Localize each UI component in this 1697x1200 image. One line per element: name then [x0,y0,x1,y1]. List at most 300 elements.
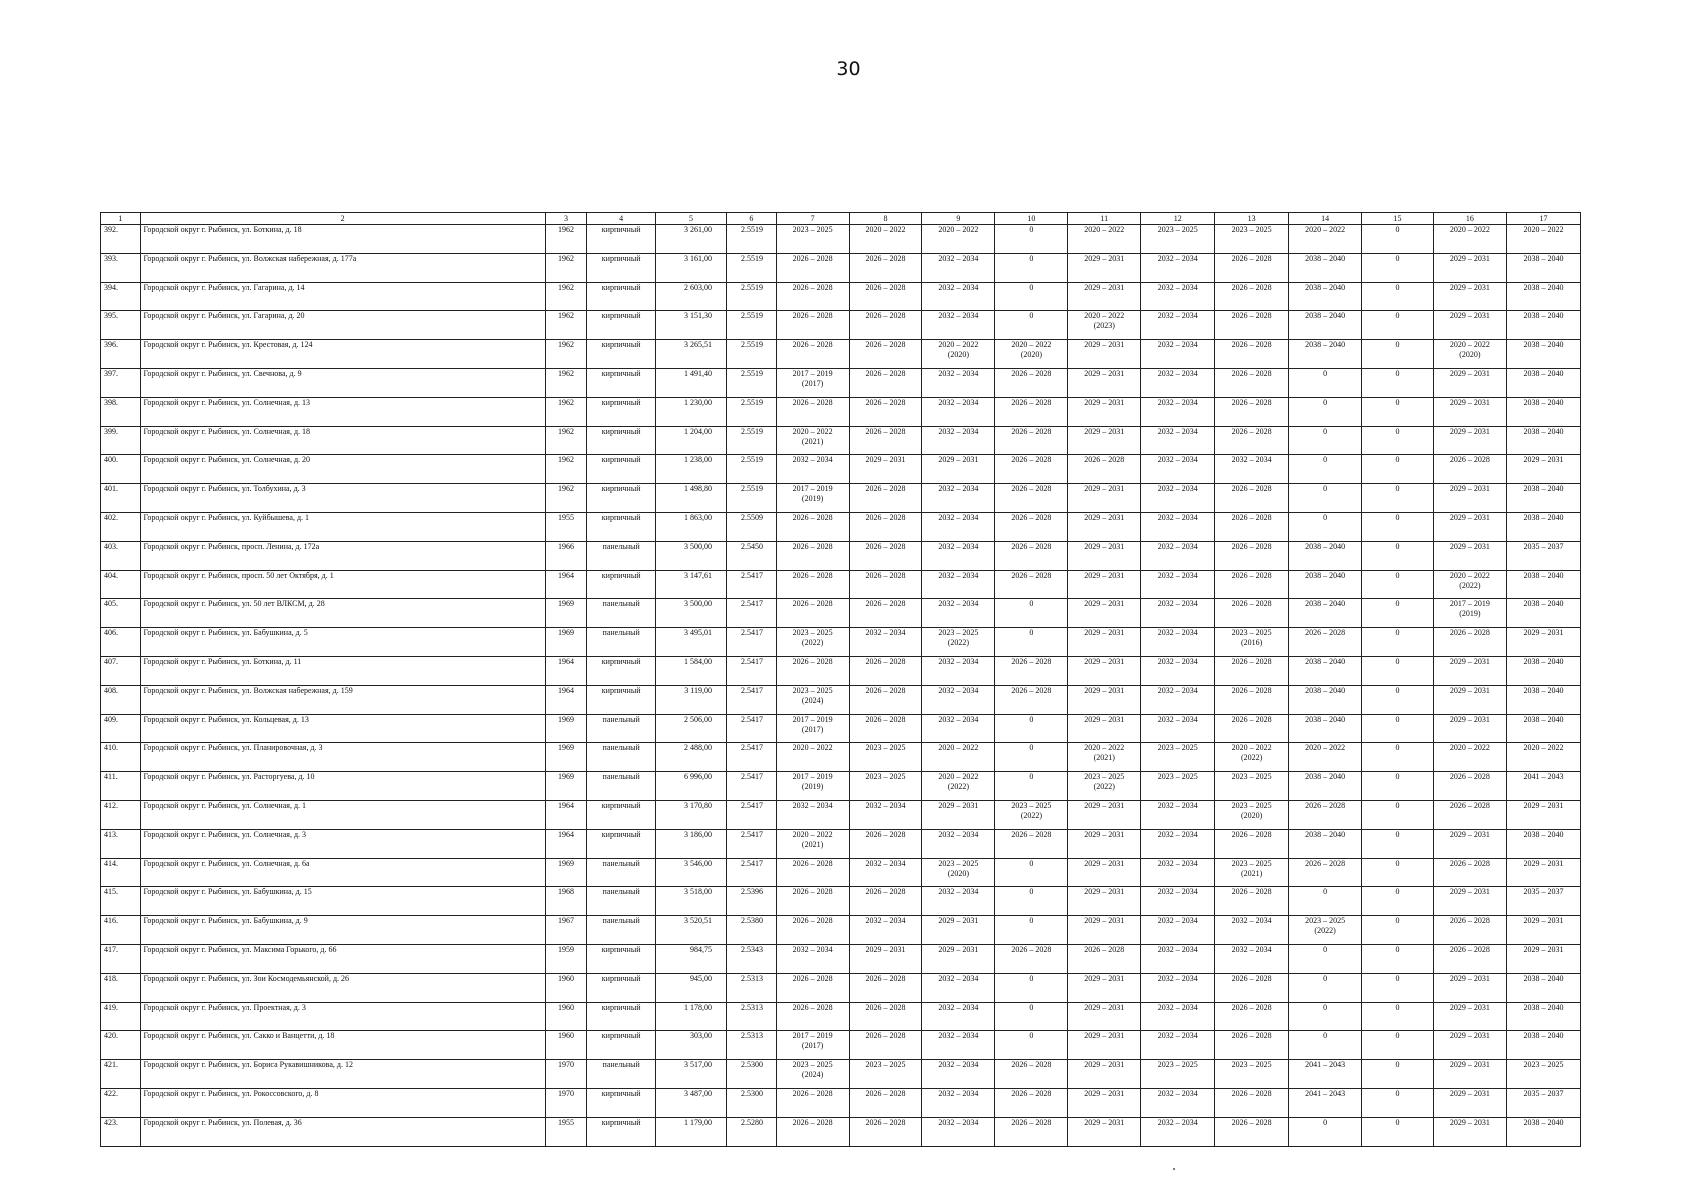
cell-period-col-13: 2026 – 2028 [1215,253,1289,282]
cell-address: Городской округ г. Рыбинск, ул. Солнечная, д. 1 [140,800,545,829]
cell-period-col-15: 0 [1362,282,1434,311]
cell-area: 3 161,00 [656,253,727,282]
column-header-2: 2 [140,213,545,225]
cell-area: 3 265,51 [656,340,727,369]
cell-period-col-12: 2032 – 2034 [1141,541,1215,570]
cell-period-col-15: 0 [1362,656,1434,685]
cell-period-col-9: 2032 – 2034 [922,541,995,570]
cell-row-number: 416. [101,916,141,945]
cell-period-col-14: 2038 – 2040 [1289,282,1362,311]
cell-period-col-13: 2026 – 2028 [1215,570,1289,599]
cell-wall-material: панельный [587,772,656,801]
cell-wall-material: кирпичный [587,829,656,858]
cell-period-col-7: 2017 – 2019 (2017) [776,714,849,743]
cell-build-year: 1964 [545,829,587,858]
cell-period-col-15: 0 [1362,1031,1434,1060]
cell-period-col-12: 2023 – 2025 [1141,1060,1215,1089]
cell-period-col-17: 2038 – 2040 [1506,829,1580,858]
cell-area: 3 186,00 [656,829,727,858]
column-header-13: 13 [1215,213,1289,225]
cell-period-col-10: 0 [995,887,1068,916]
cell-period-col-8: 2026 – 2028 [849,1088,922,1117]
cell-period-col-10: 0 [995,311,1068,340]
cell-period-col-17: 2029 – 2031 [1506,628,1580,657]
cell-period-col-15: 0 [1362,512,1434,541]
cell-period-col-17: 2029 – 2031 [1506,944,1580,973]
cell-period-col-16: 2029 – 2031 [1433,1060,1506,1089]
cell-period-col-7: 2020 – 2022 (2021) [776,426,849,455]
cell-wall-material: кирпичный [587,944,656,973]
cell-area: 2 506,00 [656,714,727,743]
cell-period-col-17: 2029 – 2031 [1506,858,1580,887]
cell-row-number: 393. [101,253,141,282]
cell-period-col-10: 2026 – 2028 [995,944,1068,973]
cell-wall-material: кирпичный [587,1088,656,1117]
table-row [101,512,1581,541]
cell-period-col-7: 2026 – 2028 [776,340,849,369]
cell-period-col-10: 0 [995,253,1068,282]
cell-period-col-16: 2029 – 2031 [1433,368,1506,397]
cell-row-number: 410. [101,743,141,772]
cell-period-col-12: 2032 – 2034 [1141,1088,1215,1117]
cell-period-col-10: 0 [995,282,1068,311]
cell-row-number: 399. [101,426,141,455]
table-row [101,340,1581,369]
cell-period-col-16: 2026 – 2028 [1433,628,1506,657]
cell-period-col-13: 2026 – 2028 [1215,368,1289,397]
cell-period-col-17: 2038 – 2040 [1506,1117,1580,1146]
cell-address: Городской округ г. Рыбинск, ул. Толбухина, д. 3 [140,484,545,513]
column-header-16: 16 [1433,213,1506,225]
cell-period-col-16: 2029 – 2031 [1433,829,1506,858]
cell-address: Городской округ г. Рыбинск, ул. Кольцевая, д. 13 [140,714,545,743]
cell-period-col-14: 0 [1289,455,1362,484]
cell-build-year: 1964 [545,800,587,829]
table-row [101,800,1581,829]
cell-period-col-15: 0 [1362,887,1434,916]
cell-build-year: 1960 [545,1002,587,1031]
cell-coefficient: 2.5519 [727,311,777,340]
cell-period-col-16: 2029 – 2031 [1433,282,1506,311]
cell-period-col-16: 2029 – 2031 [1433,253,1506,282]
cell-period-col-9: 2032 – 2034 [922,311,995,340]
cell-period-col-12: 2023 – 2025 [1141,772,1215,801]
cell-row-number: 408. [101,685,141,714]
cell-period-col-7: 2017 – 2019 (2017) [776,1031,849,1060]
cell-area: 3 520,51 [656,916,727,945]
cell-period-col-9: 2020 – 2022 [922,743,995,772]
cell-period-col-7: 2023 – 2025 (2022) [776,628,849,657]
cell-period-col-8: 2026 – 2028 [849,656,922,685]
cell-period-col-10: 0 [995,916,1068,945]
cell-wall-material: кирпичный [587,685,656,714]
cell-coefficient: 2.5417 [727,628,777,657]
cell-period-col-9: 2032 – 2034 [922,1117,995,1146]
table-row [101,973,1581,1002]
cell-coefficient: 2.5417 [727,570,777,599]
cell-row-number: 409. [101,714,141,743]
cell-period-col-8: 2026 – 2028 [849,1031,922,1060]
cell-period-col-13: 2023 – 2025 [1215,1060,1289,1089]
cell-period-col-9: 2032 – 2034 [922,282,995,311]
column-header-8: 8 [849,213,922,225]
cell-period-col-17: 2038 – 2040 [1506,340,1580,369]
cell-wall-material: панельный [587,743,656,772]
cell-address: Городской округ г. Рыбинск, ул. Полевая, д. 36 [140,1117,545,1146]
table-row [101,772,1581,801]
cell-period-col-9: 2029 – 2031 [922,455,995,484]
cell-period-col-9: 2032 – 2034 [922,685,995,714]
cell-period-col-7: 2026 – 2028 [776,599,849,628]
cell-period-col-11: 2029 – 2031 [1068,1002,1141,1031]
cell-period-col-17: 2029 – 2031 [1506,800,1580,829]
table-row [101,484,1581,513]
cell-area: 6 996,00 [656,772,727,801]
cell-period-col-14: 0 [1289,1002,1362,1031]
cell-period-col-13: 2023 – 2025 (2016) [1215,628,1289,657]
cell-period-col-16: 2029 – 2031 [1433,685,1506,714]
table-row [101,599,1581,628]
table-row [101,714,1581,743]
cell-period-col-11: 2029 – 2031 [1068,599,1141,628]
cell-period-col-11: 2020 – 2022 (2021) [1068,743,1141,772]
page-number: 30 [836,58,861,80]
table-row [101,311,1581,340]
cell-period-col-9: 2023 – 2025 (2020) [922,858,995,887]
cell-period-col-16: 2029 – 2031 [1433,397,1506,426]
cell-coefficient: 2.5300 [727,1060,777,1089]
cell-address: Городской округ г. Рыбинск, ул. Солнечная, д. 3 [140,829,545,858]
cell-period-col-12: 2032 – 2034 [1141,282,1215,311]
cell-build-year: 1962 [545,426,587,455]
cell-period-col-13: 2023 – 2025 [1215,225,1289,254]
cell-period-col-12: 2032 – 2034 [1141,397,1215,426]
cell-period-col-14: 2038 – 2040 [1289,772,1362,801]
cell-period-col-10: 0 [995,599,1068,628]
cell-period-col-17: 2035 – 2037 [1506,887,1580,916]
cell-period-col-16: 2017 – 2019 (2019) [1433,599,1506,628]
cell-period-col-8: 2026 – 2028 [849,484,922,513]
cell-period-col-12: 2032 – 2034 [1141,599,1215,628]
cell-period-col-12: 2032 – 2034 [1141,887,1215,916]
cell-row-number: 397. [101,368,141,397]
cell-period-col-10: 2026 – 2028 [995,1060,1068,1089]
column-header-3: 3 [545,213,587,225]
cell-period-col-17: 2041 – 2043 [1506,772,1580,801]
cell-area: 2 603,00 [656,282,727,311]
cell-period-col-11: 2029 – 2031 [1068,541,1141,570]
cell-period-col-14: 2038 – 2040 [1289,340,1362,369]
cell-period-col-10: 2026 – 2028 [995,656,1068,685]
cell-period-col-16: 2026 – 2028 [1433,944,1506,973]
cell-area: 1 238,00 [656,455,727,484]
cell-wall-material: кирпичный [587,368,656,397]
cell-coefficient: 2.5313 [727,1002,777,1031]
cell-period-col-10: 2026 – 2028 [995,1117,1068,1146]
cell-period-col-16: 2020 – 2022 (2022) [1433,570,1506,599]
cell-period-col-12: 2032 – 2034 [1141,628,1215,657]
cell-period-col-16: 2026 – 2028 [1433,858,1506,887]
cell-period-col-13: 2026 – 2028 [1215,282,1289,311]
cell-address: Городской округ г. Рыбинск, ул. Рокоссовского, д. 8 [140,1088,545,1117]
cell-row-number: 413. [101,829,141,858]
cell-wall-material: панельный [587,714,656,743]
cell-coefficient: 2.5519 [727,397,777,426]
cell-period-col-11: 2029 – 2031 [1068,887,1141,916]
cell-period-col-12: 2032 – 2034 [1141,714,1215,743]
cell-period-col-7: 2026 – 2028 [776,858,849,887]
cell-row-number: 395. [101,311,141,340]
cell-area: 984,75 [656,944,727,973]
cell-build-year: 1964 [545,570,587,599]
cell-period-col-12: 2032 – 2034 [1141,1031,1215,1060]
cell-period-col-8: 2032 – 2034 [849,628,922,657]
cell-period-col-14: 2026 – 2028 [1289,858,1362,887]
housing-repair-schedule-table [100,212,1581,1147]
cell-period-col-12: 2032 – 2034 [1141,253,1215,282]
cell-period-col-9: 2032 – 2034 [922,714,995,743]
cell-period-col-15: 0 [1362,772,1434,801]
cell-period-col-12: 2032 – 2034 [1141,426,1215,455]
cell-build-year: 1960 [545,973,587,1002]
cell-period-col-16: 2029 – 2031 [1433,973,1506,1002]
column-header-1: 1 [101,213,141,225]
cell-area: 945,00 [656,973,727,1002]
table-row [101,916,1581,945]
cell-period-col-17: 2038 – 2040 [1506,1031,1580,1060]
cell-period-col-10: 0 [995,1002,1068,1031]
cell-period-col-15: 0 [1362,225,1434,254]
cell-wall-material: кирпичный [587,656,656,685]
table-row [101,628,1581,657]
cell-row-number: 404. [101,570,141,599]
cell-build-year: 1962 [545,225,587,254]
cell-coefficient: 2.5380 [727,916,777,945]
cell-period-col-8: 2026 – 2028 [849,570,922,599]
cell-period-col-8: 2032 – 2034 [849,916,922,945]
cell-period-col-8: 2023 – 2025 [849,772,922,801]
cell-wall-material: кирпичный [587,397,656,426]
cell-area: 3 147,61 [656,570,727,599]
cell-period-col-13: 2026 – 2028 [1215,541,1289,570]
cell-period-col-17: 2029 – 2031 [1506,455,1580,484]
cell-period-col-12: 2032 – 2034 [1141,1002,1215,1031]
cell-period-col-7: 2017 – 2019 (2019) [776,484,849,513]
cell-period-col-15: 0 [1362,1088,1434,1117]
cell-period-col-8: 2026 – 2028 [849,253,922,282]
cell-period-col-12: 2032 – 2034 [1141,512,1215,541]
cell-address: Городской округ г. Рыбинск, ул. Гагарина, д. 14 [140,282,545,311]
cell-period-col-7: 2026 – 2028 [776,512,849,541]
cell-build-year: 1962 [545,340,587,369]
cell-period-col-16: 2020 – 2022 (2020) [1433,340,1506,369]
cell-build-year: 1970 [545,1088,587,1117]
cell-build-year: 1962 [545,282,587,311]
cell-period-col-17: 2029 – 2031 [1506,916,1580,945]
cell-build-year: 1969 [545,858,587,887]
cell-period-col-7: 2026 – 2028 [776,1088,849,1117]
cell-period-col-14: 0 [1289,944,1362,973]
cell-wall-material: панельный [587,628,656,657]
cell-period-col-13: 2026 – 2028 [1215,1031,1289,1060]
cell-build-year: 1969 [545,628,587,657]
cell-period-col-13: 2026 – 2028 [1215,1088,1289,1117]
cell-address: Городской округ г. Рыбинск, ул. Свечнова, д. 9 [140,368,545,397]
column-header-7: 7 [776,213,849,225]
cell-period-col-17: 2038 – 2040 [1506,282,1580,311]
cell-period-col-17: 2038 – 2040 [1506,397,1580,426]
table-row [101,656,1581,685]
table-row [101,1088,1581,1117]
cell-period-col-10: 0 [995,1031,1068,1060]
cell-period-col-12: 2032 – 2034 [1141,829,1215,858]
cell-period-col-10: 0 [995,858,1068,887]
table-row [101,368,1581,397]
cell-row-number: 398. [101,397,141,426]
cell-period-col-16: 2029 – 2031 [1433,1117,1506,1146]
cell-period-col-16: 2026 – 2028 [1433,772,1506,801]
cell-address: Городской округ г. Рыбинск, ул. Зои Космодемьянской, д. 26 [140,973,545,1002]
cell-period-col-17: 2038 – 2040 [1506,253,1580,282]
cell-period-col-13: 2026 – 2028 [1215,426,1289,455]
cell-row-number: 392. [101,225,141,254]
cell-period-col-11: 2029 – 2031 [1068,916,1141,945]
cell-period-col-11: 2023 – 2025 (2022) [1068,772,1141,801]
cell-period-col-8: 2029 – 2031 [849,944,922,973]
cell-period-col-7: 2026 – 2028 [776,887,849,916]
cell-period-col-9: 2032 – 2034 [922,253,995,282]
cell-period-col-14: 2038 – 2040 [1289,714,1362,743]
cell-wall-material: панельный [587,599,656,628]
cell-coefficient: 2.5343 [727,944,777,973]
cell-coefficient: 2.5417 [727,829,777,858]
cell-coefficient: 2.5417 [727,800,777,829]
cell-period-col-15: 0 [1362,916,1434,945]
cell-period-col-16: 2029 – 2031 [1433,1031,1506,1060]
cell-row-number: 403. [101,541,141,570]
cell-period-col-8: 2026 – 2028 [849,426,922,455]
cell-period-col-13: 2026 – 2028 [1215,599,1289,628]
cell-period-col-13: 2026 – 2028 [1215,397,1289,426]
cell-period-col-12: 2032 – 2034 [1141,368,1215,397]
cell-period-col-7: 2026 – 2028 [776,656,849,685]
cell-area: 1 863,00 [656,512,727,541]
cell-period-col-7: 2023 – 2025 (2024) [776,685,849,714]
cell-area: 3 170,80 [656,800,727,829]
cell-period-col-15: 0 [1362,253,1434,282]
table-row [101,570,1581,599]
cell-period-col-15: 0 [1362,628,1434,657]
cell-period-col-14: 0 [1289,397,1362,426]
cell-period-col-10: 2026 – 2028 [995,397,1068,426]
cell-build-year: 1966 [545,541,587,570]
cell-period-col-14: 2026 – 2028 [1289,628,1362,657]
cell-period-col-9: 2029 – 2031 [922,916,995,945]
cell-period-col-9: 2020 – 2022 [922,225,995,254]
cell-build-year: 1959 [545,944,587,973]
cell-address: Городской округ г. Рыбинск, ул. Расторгуева, д. 10 [140,772,545,801]
cell-period-col-13: 2026 – 2028 [1215,340,1289,369]
cell-area: 1 491,40 [656,368,727,397]
cell-row-number: 415. [101,887,141,916]
column-header-10: 10 [995,213,1068,225]
cell-period-col-17: 2038 – 2040 [1506,426,1580,455]
cell-period-col-7: 2026 – 2028 [776,1117,849,1146]
cell-period-col-16: 2020 – 2022 [1433,743,1506,772]
cell-period-col-11: 2029 – 2031 [1068,340,1141,369]
cell-build-year: 1962 [545,397,587,426]
cell-period-col-12: 2032 – 2034 [1141,858,1215,887]
column-header-6: 6 [727,213,777,225]
cell-row-number: 420. [101,1031,141,1060]
cell-row-number: 418. [101,973,141,1002]
cell-period-col-13: 2026 – 2028 [1215,512,1289,541]
cell-period-col-11: 2029 – 2031 [1068,253,1141,282]
cell-build-year: 1962 [545,455,587,484]
cell-build-year: 1968 [545,887,587,916]
cell-period-col-17: 2038 – 2040 [1506,685,1580,714]
cell-coefficient: 2.5417 [727,599,777,628]
cell-period-col-11: 2029 – 2031 [1068,1031,1141,1060]
column-header-15: 15 [1362,213,1434,225]
cell-address: Городской округ г. Рыбинск, ул. Бабушкина, д. 9 [140,916,545,945]
cell-coefficient: 2.5280 [727,1117,777,1146]
cell-build-year: 1969 [545,714,587,743]
cell-period-col-9: 2029 – 2031 [922,944,995,973]
cell-area: 3 119,00 [656,685,727,714]
cell-period-col-11: 2020 – 2022 (2023) [1068,311,1141,340]
cell-period-col-10: 2020 – 2022 (2020) [995,340,1068,369]
cell-period-col-9: 2032 – 2034 [922,368,995,397]
cell-period-col-7: 2026 – 2028 [776,973,849,1002]
cell-area: 3 518,00 [656,887,727,916]
cell-period-col-16: 2029 – 2031 [1433,1002,1506,1031]
cell-wall-material: кирпичный [587,512,656,541]
cell-period-col-8: 2026 – 2028 [849,973,922,1002]
cell-period-col-12: 2032 – 2034 [1141,685,1215,714]
cell-period-col-16: 2026 – 2028 [1433,455,1506,484]
cell-address: Городской округ г. Рыбинск, ул. Боткина, д. 11 [140,656,545,685]
cell-period-col-8: 2023 – 2025 [849,743,922,772]
cell-period-col-8: 2026 – 2028 [849,1117,922,1146]
cell-period-col-13: 2026 – 2028 [1215,714,1289,743]
cell-coefficient: 2.5509 [727,512,777,541]
cell-build-year: 1969 [545,599,587,628]
cell-row-number: 394. [101,282,141,311]
cell-period-col-10: 0 [995,973,1068,1002]
cell-period-col-10: 2026 – 2028 [995,455,1068,484]
cell-address: Городской округ г. Рыбинск, ул. 50 лет ВЛКСМ, д. 28 [140,599,545,628]
cell-area: 1 179,00 [656,1117,727,1146]
cell-period-col-9: 2032 – 2034 [922,829,995,858]
cell-address: Городской округ г. Рыбинск, ул. Бабушкина, д. 15 [140,887,545,916]
cell-wall-material: кирпичный [587,1117,656,1146]
cell-row-number: 414. [101,858,141,887]
cell-area: 1 584,00 [656,656,727,685]
cell-period-col-12: 2032 – 2034 [1141,973,1215,1002]
cell-period-col-16: 2020 – 2022 [1433,225,1506,254]
cell-period-col-14: 0 [1289,1117,1362,1146]
cell-period-col-11: 2029 – 2031 [1068,829,1141,858]
cell-period-col-11: 2029 – 2031 [1068,714,1141,743]
cell-period-col-9: 2032 – 2034 [922,570,995,599]
cell-build-year: 1962 [545,368,587,397]
cell-period-col-16: 2029 – 2031 [1433,426,1506,455]
cell-period-col-8: 2026 – 2028 [849,829,922,858]
cell-row-number: 421. [101,1060,141,1089]
table-row [101,253,1581,282]
cell-period-col-14: 2038 – 2040 [1289,570,1362,599]
